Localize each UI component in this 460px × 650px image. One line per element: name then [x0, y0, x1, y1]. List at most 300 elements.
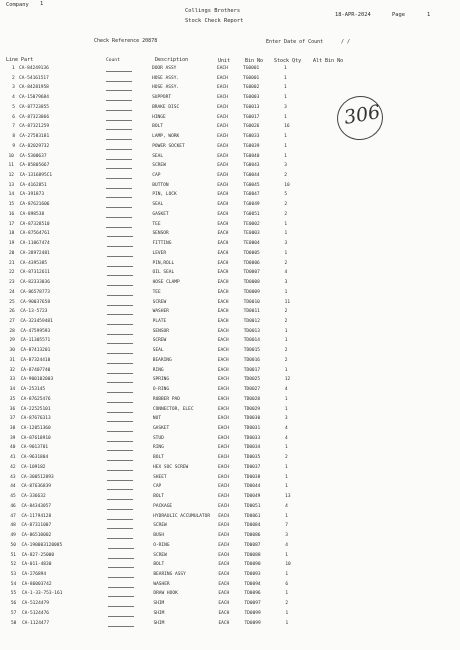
- unit: EACH: [217, 416, 229, 422]
- page-label: Page: [392, 12, 405, 18]
- table-row: [0, 261, 460, 270]
- stock-qty: 2: [285, 455, 288, 461]
- table-row: [0, 163, 460, 172]
- part-number: CA-28972481: [19, 250, 50, 256]
- description: GASKET: [152, 211, 169, 217]
- count-entry-field[interactable]: [106, 217, 132, 218]
- line-number: 58: [10, 620, 17, 626]
- count-entry-field[interactable]: [107, 275, 133, 276]
- unit: EACH: [217, 163, 229, 169]
- table-row: [0, 300, 460, 309]
- unit: EACH: [217, 250, 229, 256]
- unit: EACH: [217, 318, 229, 324]
- count-entry-field[interactable]: [107, 402, 133, 403]
- table-row: [0, 514, 460, 523]
- part-number: CA-4162851: [19, 182, 47, 188]
- table-row: [0, 66, 460, 75]
- part-number: CA-82333036: [20, 280, 50, 286]
- line-number: 33: [9, 377, 16, 383]
- description: PLATE: [152, 318, 167, 324]
- description: NUT: [152, 416, 162, 422]
- table-row: [0, 76, 460, 85]
- count-entry-field[interactable]: [107, 392, 133, 393]
- count-entry-field[interactable]: [106, 168, 132, 169]
- description: DRAW HOOK: [153, 591, 178, 597]
- description: CAP: [153, 484, 162, 490]
- stock-qty: 2: [284, 318, 288, 324]
- description: SEAL: [152, 153, 164, 159]
- count-entry-field[interactable]: [107, 499, 133, 500]
- stock-qty: 4: [284, 435, 288, 441]
- count-entry-field[interactable]: [107, 305, 133, 306]
- company-label: Company: [6, 2, 29, 8]
- line-number: 30: [9, 348, 15, 354]
- description: SENSOR: [152, 231, 169, 237]
- table-row: [0, 358, 460, 367]
- count-entry-field[interactable]: [106, 120, 132, 121]
- line-number: 25: [9, 299, 15, 305]
- stock-qty: 1: [284, 250, 288, 256]
- page-number: 1: [427, 12, 431, 18]
- count-entry-field[interactable]: [106, 159, 132, 160]
- count-entry-field[interactable]: [107, 382, 133, 383]
- count-entry-field[interactable]: [107, 373, 133, 374]
- unit: EACH: [218, 571, 230, 577]
- stock-qty: 13: [285, 494, 291, 500]
- count-entry-field[interactable]: [107, 480, 133, 481]
- stock-qty: 7: [285, 523, 288, 529]
- part-number: CA-87676313: [20, 416, 51, 422]
- report-date: 18-APR-2024: [335, 12, 371, 18]
- table-row: [0, 572, 460, 581]
- bin-number: TD0088: [244, 552, 261, 558]
- table-row: [0, 319, 460, 328]
- unit: EACH: [217, 221, 229, 227]
- count-entry-field[interactable]: [108, 558, 134, 559]
- part-number: CA-1-33-753-161: [21, 591, 63, 597]
- count-entry-field[interactable]: [108, 548, 134, 549]
- part-number: CA-1124477: [21, 620, 50, 626]
- line-number: 6: [12, 114, 15, 120]
- description: CONNECTOR, ELEC: [152, 406, 194, 412]
- line-number: 19: [8, 241, 15, 247]
- unit: EACH: [217, 338, 229, 344]
- part-number: CA-15079684: [19, 95, 49, 101]
- line-number: 46: [10, 503, 16, 509]
- line-number: 12: [8, 173, 14, 179]
- stock-qty: 4: [284, 270, 288, 276]
- line-number: 36: [9, 406, 16, 412]
- part-number: CA-12051360: [20, 426, 51, 431]
- unit: EACH: [218, 542, 230, 548]
- description: WASHER: [153, 581, 170, 587]
- count-entry-field[interactable]: [107, 285, 133, 286]
- unit: EACH: [217, 192, 229, 198]
- count-entry-field[interactable]: [106, 149, 132, 150]
- unit: EACH: [217, 357, 229, 363]
- description: SCREW: [153, 552, 167, 558]
- part-number: CA-87636839: [21, 484, 52, 490]
- bin-number: TG0040: [243, 153, 260, 159]
- table-row: [0, 348, 460, 357]
- bin-number: TD0017: [243, 367, 261, 373]
- stock-qty: 4: [284, 387, 288, 393]
- part-number: CA-87625476: [20, 396, 51, 402]
- table-row: [0, 251, 460, 260]
- line-number: 1: [12, 66, 15, 71]
- line-number: 10: [8, 153, 14, 159]
- table-row: [0, 154, 460, 163]
- bin-number: TG0033: [243, 134, 260, 140]
- description: CAP: [152, 173, 161, 179]
- table-row: [0, 329, 460, 338]
- description: SHIM: [153, 610, 165, 616]
- check-reference: Check Reference 20878: [94, 38, 158, 44]
- report-title: Stock Check Report: [185, 18, 244, 24]
- count-entry-field[interactable]: [107, 460, 133, 461]
- bin-number: TD0096: [244, 591, 261, 597]
- count-entry-field[interactable]: [108, 596, 134, 597]
- stock-qty: 1: [284, 66, 287, 71]
- table-row: [0, 192, 460, 201]
- unit: EACH: [218, 620, 230, 626]
- count-entry-field[interactable]: [106, 227, 132, 228]
- count-entry-field[interactable]: [107, 509, 133, 510]
- description: SCREW: [152, 338, 167, 344]
- stock-qty: 1: [284, 406, 288, 412]
- line-number: 43: [10, 474, 16, 480]
- description: SHEET: [153, 474, 167, 480]
- count-entry-field[interactable]: [108, 616, 134, 617]
- line-number: 11: [8, 163, 14, 169]
- table-row: [0, 397, 460, 406]
- bin-number: TD0029: [243, 406, 261, 412]
- part-number: CA-85805667: [19, 163, 50, 169]
- bin-number: TD0084: [244, 523, 261, 529]
- unit: EACH: [217, 377, 229, 383]
- table-row: [0, 280, 460, 289]
- stock-qty: 10: [284, 182, 290, 188]
- table-row: [0, 601, 460, 610]
- part-number: CA-11794128: [21, 513, 52, 519]
- table-row: [0, 484, 460, 493]
- stock-qty: 1: [285, 571, 289, 577]
- count-entry-field[interactable]: [107, 295, 133, 296]
- part-number: CA-9631804: [21, 455, 49, 461]
- count-entry-field[interactable]: [107, 489, 133, 490]
- bin-number: TD0028: [243, 396, 261, 402]
- line-number: 29: [9, 338, 15, 344]
- table-row: [0, 504, 460, 513]
- count-entry-field[interactable]: [107, 450, 133, 451]
- description: WASHER: [152, 309, 169, 315]
- count-entry-field[interactable]: [107, 441, 133, 442]
- stock-qty: 3: [284, 104, 287, 110]
- unit: EACH: [217, 260, 229, 266]
- description: RING: [153, 445, 164, 451]
- description: HOSE ASSY.: [152, 75, 180, 81]
- stock-qty: 2: [284, 309, 288, 315]
- stock-qty: 11: [284, 299, 291, 305]
- count-entry-field[interactable]: [107, 421, 133, 422]
- bin-number: TD0090: [244, 562, 261, 568]
- count-entry-field[interactable]: [107, 363, 133, 364]
- description: BEARING: [152, 357, 172, 363]
- bin-number: TG0049: [243, 202, 260, 208]
- count-entry-field[interactable]: [108, 587, 134, 588]
- stock-qty: 1: [285, 513, 288, 519]
- count-entry-field[interactable]: [107, 431, 133, 432]
- unit: EACH: [218, 494, 229, 500]
- line-number: 48: [10, 523, 16, 529]
- stock-qty: 1: [285, 610, 289, 616]
- line-number: 56: [10, 601, 17, 607]
- line-number: 17: [8, 221, 15, 227]
- bin-number: TD0093: [244, 571, 261, 577]
- stock-qty: 1: [284, 231, 288, 237]
- unit: EACH: [218, 455, 229, 461]
- description: HOSE CLAMP: [152, 280, 180, 286]
- bin-number: TD0087: [244, 542, 261, 548]
- description: SENSOR: [152, 328, 169, 334]
- count-entry-field[interactable]: [107, 256, 133, 257]
- part-number: CA-13-5723: [20, 309, 48, 315]
- count-entry-field[interactable]: [107, 343, 133, 344]
- stock-qty: 2: [284, 260, 288, 266]
- bin-number: TE0004: [243, 241, 260, 247]
- table-row: [0, 290, 460, 299]
- unit: EACH: [218, 523, 230, 529]
- stock-qty: 1: [284, 367, 288, 373]
- bin-number: TD0012: [243, 318, 260, 324]
- table-row: [0, 436, 460, 445]
- table-row: [0, 407, 460, 416]
- handwritten-note: 306: [342, 101, 382, 129]
- unit: EACH: [217, 75, 228, 81]
- part-number: CA-87323066: [19, 114, 50, 120]
- table-row: [0, 523, 460, 532]
- part-number: CA-87311007: [21, 523, 52, 529]
- bin-number: TD0034: [244, 445, 261, 451]
- count-entry-field[interactable]: [106, 139, 132, 140]
- count-entry-field[interactable]: [107, 314, 133, 315]
- bin-number: TD0014: [243, 338, 260, 344]
- part-number: CA-900102003: [20, 377, 54, 383]
- col-unit: Unit: [218, 58, 231, 64]
- count-entry-field[interactable]: [108, 606, 134, 607]
- bin-number: TG0043: [243, 163, 260, 169]
- part-number: CA-011-4830: [21, 562, 52, 568]
- table-row: [0, 611, 460, 620]
- unit: EACH: [218, 610, 230, 616]
- count-entry-field[interactable]: [106, 178, 132, 179]
- count-entry-field[interactable]: [106, 110, 132, 111]
- bin-number: TD0010: [243, 299, 260, 305]
- bin-number: TD0015: [243, 348, 261, 354]
- stock-qty: 4: [284, 426, 288, 431]
- description: RUBBER PAD: [152, 396, 180, 402]
- stock-qty: 2: [285, 601, 289, 607]
- stock-qty: 1: [285, 484, 288, 490]
- bin-number: TG0045: [243, 182, 260, 188]
- description: HEX SOC SCREW: [153, 464, 189, 470]
- part-number: CA-253145: [20, 387, 46, 393]
- line-number: 50: [10, 542, 16, 548]
- stock-qty: 1: [285, 464, 288, 470]
- bin-number: TD0016: [243, 357, 261, 363]
- count-entry-field[interactable]: [106, 207, 132, 208]
- line-number: 18: [8, 231, 15, 237]
- description: O-RING: [152, 387, 170, 393]
- description: TEE: [152, 221, 161, 227]
- count-entry-field[interactable]: [107, 538, 133, 539]
- bin-number: TD0008: [243, 280, 260, 286]
- bin-number: TD0027: [243, 387, 261, 393]
- table-row: [0, 621, 460, 630]
- count-entry-field[interactable]: [106, 197, 132, 198]
- line-number: 31: [9, 357, 15, 363]
- count-entry-field[interactable]: [106, 129, 132, 130]
- table-row: [0, 445, 460, 454]
- unit: EACH: [217, 182, 229, 188]
- part-number: CA-4395385: [20, 260, 48, 266]
- unit: EACH: [217, 211, 229, 217]
- count-entry-field[interactable]: [106, 81, 132, 82]
- description: PIN,ROLL: [152, 260, 175, 266]
- stock-qty: 3: [284, 416, 288, 422]
- table-row: [0, 562, 460, 571]
- description: SCREW: [152, 163, 166, 169]
- count-entry-field[interactable]: [106, 100, 132, 101]
- table-row: [0, 105, 460, 114]
- bin-number: TD0097: [244, 601, 261, 607]
- description: RING: [152, 367, 164, 373]
- stock-qty: 2: [284, 357, 288, 363]
- part-number: CA-90037658: [20, 299, 51, 305]
- part-number: CA-84343057: [21, 503, 52, 509]
- line-number: 24: [9, 289, 15, 295]
- bin-number: TD0044: [244, 484, 261, 490]
- part-number: CA-27583181: [19, 134, 50, 140]
- part-number: CA-86578773: [20, 289, 50, 295]
- table-row: [0, 455, 460, 464]
- stock-qty: 3: [284, 280, 288, 286]
- part-number: CA-300512893: [21, 474, 54, 480]
- count-entry-field[interactable]: [107, 412, 133, 413]
- bin-number: TG0039: [243, 143, 260, 149]
- unit: EACH: [217, 406, 229, 412]
- table-row: [0, 241, 460, 250]
- part-number: CA-1316895C1: [19, 173, 53, 179]
- line-number: 4: [12, 95, 15, 101]
- line-number: 53: [10, 571, 17, 577]
- count-entry-field[interactable]: [107, 519, 133, 520]
- line-number: 20: [8, 250, 15, 256]
- table-row: [0, 387, 460, 396]
- unit: EACH: [217, 173, 229, 179]
- col-line-part: Line Part: [6, 57, 34, 63]
- stock-qty: 1: [285, 445, 288, 451]
- unit: EACH: [217, 114, 228, 120]
- line-number: 8: [12, 134, 16, 140]
- part-number: CA-87723855: [19, 104, 50, 110]
- stock-qty: 2: [284, 202, 288, 208]
- table-row: [0, 173, 460, 182]
- table-row: [0, 202, 460, 211]
- stock-qty: 1: [285, 591, 289, 597]
- table-row: [0, 426, 460, 435]
- line-number: 5: [12, 104, 15, 110]
- line-number: 49: [10, 533, 16, 539]
- description: BUSH: [153, 533, 165, 539]
- description: SHIM: [153, 620, 165, 626]
- unit: EACH: [218, 552, 230, 558]
- count-entry-field[interactable]: [107, 236, 133, 237]
- part-number: CA-323459481: [20, 318, 53, 324]
- part-number: CA-391873: [19, 192, 45, 198]
- count-entry-field[interactable]: [107, 470, 133, 471]
- stock-qty: 2: [284, 173, 287, 179]
- stock-qty: 4: [285, 542, 288, 548]
- line-number: 35: [9, 396, 16, 402]
- count-entry-field[interactable]: [107, 353, 133, 354]
- bin-number: TE0003: [243, 231, 260, 237]
- table-row: [0, 231, 460, 240]
- unit: EACH: [217, 85, 228, 91]
- line-number: 32: [9, 367, 16, 373]
- count-entry-field[interactable]: [108, 626, 134, 627]
- description: OIL SEAL: [152, 270, 175, 276]
- description: LEVER: [152, 250, 167, 256]
- unit: EACH: [217, 280, 229, 286]
- col-stock-qty: Stock Qty: [274, 58, 302, 64]
- count-entry-field[interactable]: [108, 577, 134, 578]
- count-entry-field[interactable]: [107, 246, 133, 247]
- count-entry-field[interactable]: [107, 324, 133, 325]
- bin-number: TD0009: [243, 289, 260, 295]
- line-number: 51: [10, 552, 16, 558]
- part-number: CA-336632: [21, 494, 46, 500]
- count-entry-field[interactable]: [106, 71, 132, 72]
- stock-qty: 10: [285, 562, 291, 568]
- count-entry-field[interactable]: [106, 90, 132, 91]
- count-entry-field[interactable]: [107, 528, 133, 529]
- unit: EACH: [217, 270, 229, 276]
- col-description: Description: [155, 57, 189, 63]
- table-row: [0, 134, 460, 143]
- unit: EACH: [217, 426, 229, 431]
- description: TEE: [152, 289, 161, 295]
- count-entry-field[interactable]: [107, 334, 133, 335]
- bin-number: TD0094: [244, 581, 261, 587]
- bin-number: TG0013: [243, 104, 260, 110]
- table-row: [0, 309, 460, 318]
- stock-qty: 2: [284, 211, 288, 217]
- bin-number: TG0001: [243, 75, 260, 81]
- bin-number: TD0061: [244, 513, 261, 519]
- description: BOLT: [153, 455, 164, 461]
- count-entry-field[interactable]: [108, 567, 134, 568]
- description: SCREW: [152, 299, 167, 305]
- part-number: CA-84249136: [19, 66, 49, 71]
- line-number: 7: [12, 124, 16, 130]
- count-entry-field[interactable]: [107, 266, 133, 267]
- bin-number: TG0026: [243, 124, 260, 130]
- description: SPRING: [152, 377, 170, 383]
- count-entry-field[interactable]: [106, 188, 132, 189]
- part-number: CA-84281958: [19, 85, 49, 91]
- line-number: 13: [8, 182, 15, 188]
